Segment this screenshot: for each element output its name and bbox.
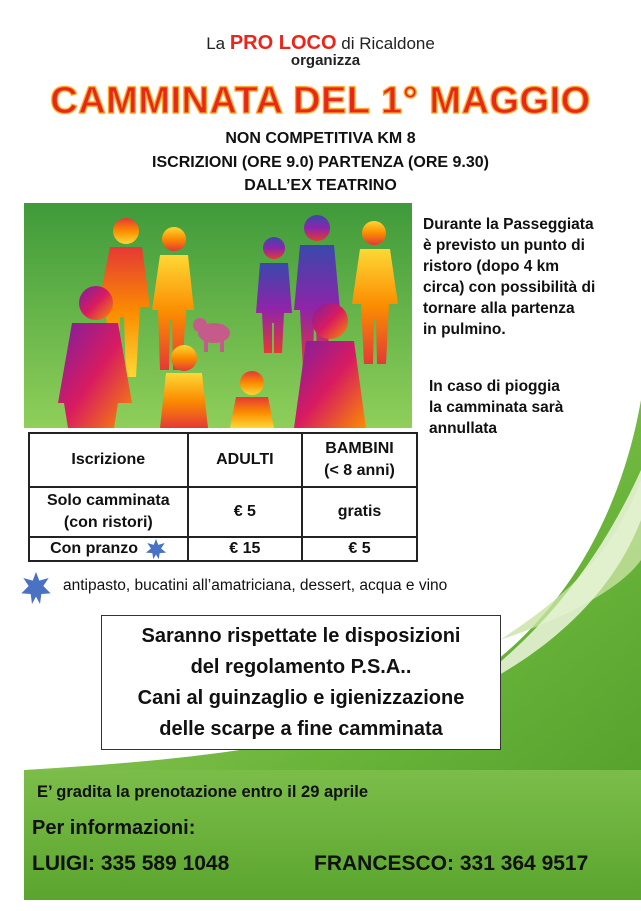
row1-label-a: Solo camminata <box>46 492 170 509</box>
ristoro-line: Durante la Passeggiata <box>423 216 594 233</box>
menu-note: antipasto, bucatini all’amatriciana, dessert, acqua e vino <box>63 577 448 594</box>
star-icon <box>20 570 52 606</box>
ristoro-line: è previsto un punto di <box>423 237 585 254</box>
row2-label-cell <box>29 537 188 561</box>
row1-label-b: (con ristori) <box>63 514 153 531</box>
table-row <box>29 537 417 561</box>
ristoro-line: tornare alla partenza <box>423 300 575 317</box>
contact-luigi: LUIGI: 335 589 1048 <box>32 852 230 875</box>
detail-line-3: DALL’EX TEATRINO <box>244 177 397 194</box>
header-bambini <box>302 433 417 487</box>
organizer-pre: La <box>206 34 226 53</box>
table-header-row <box>29 433 417 487</box>
ristoro-line: ristoro (dopo 4 km <box>423 258 560 275</box>
rules-notice <box>101 615 501 750</box>
header-iscrizione: Iscrizione <box>29 433 188 487</box>
row2-adulti: € 15 <box>188 537 302 561</box>
notice-line: del regolamento P.S.A.. <box>190 656 412 678</box>
ristoro-line: in pulmino. <box>423 321 506 338</box>
table-row <box>29 487 417 537</box>
ristoro-info <box>423 214 595 340</box>
organizer-brand: PRO LOCO <box>229 32 337 54</box>
price-table <box>28 432 418 562</box>
family-illustration <box>24 203 412 428</box>
ristoro-line: circa) con possibilità di <box>423 279 596 296</box>
row2-bambini: € 5 <box>302 537 417 561</box>
rain-line: In caso di pioggia <box>429 378 560 395</box>
row1-label <box>29 487 188 537</box>
rain-line: annullata <box>429 420 498 437</box>
notice-line: Cani al guinzaglio e igienizzazione <box>137 687 465 709</box>
row1-bambini: gratis <box>302 487 417 537</box>
row1-adulti: € 5 <box>188 487 302 537</box>
row2-label: Con pranzo <box>50 540 139 558</box>
rain-info <box>429 376 563 439</box>
star-icon <box>145 538 167 560</box>
rain-line: la camminata sarà <box>429 399 564 416</box>
detail-line-2: ISCRIZIONI (ORE 9.0) PARTENZA (ORE 9.30) <box>152 154 489 171</box>
notice-line: Saranno rispettate le disposizioni <box>141 625 461 647</box>
notice-line: delle scarpe a fine camminata <box>159 718 443 740</box>
detail-line-1: NON COMPETITIVA KM 8 <box>225 130 416 147</box>
page-title: CAMMINATA DEL 1° MAGGIO <box>50 80 591 122</box>
header-bambini-age: (< 8 anni) <box>324 462 395 479</box>
contact-francesco: FRANCESCO: 331 364 9517 <box>314 852 589 875</box>
organizza-label: organizza <box>290 52 361 69</box>
reservation-note: E’ gradita la prenotazione entro il 29 aprile <box>37 783 369 801</box>
header-adulti: ADULTI <box>188 433 302 487</box>
header-bambini-label: BAMBINI <box>325 440 394 457</box>
organizer-post: di Ricaldone <box>341 34 435 53</box>
info-label: Per informazioni: <box>32 817 196 839</box>
